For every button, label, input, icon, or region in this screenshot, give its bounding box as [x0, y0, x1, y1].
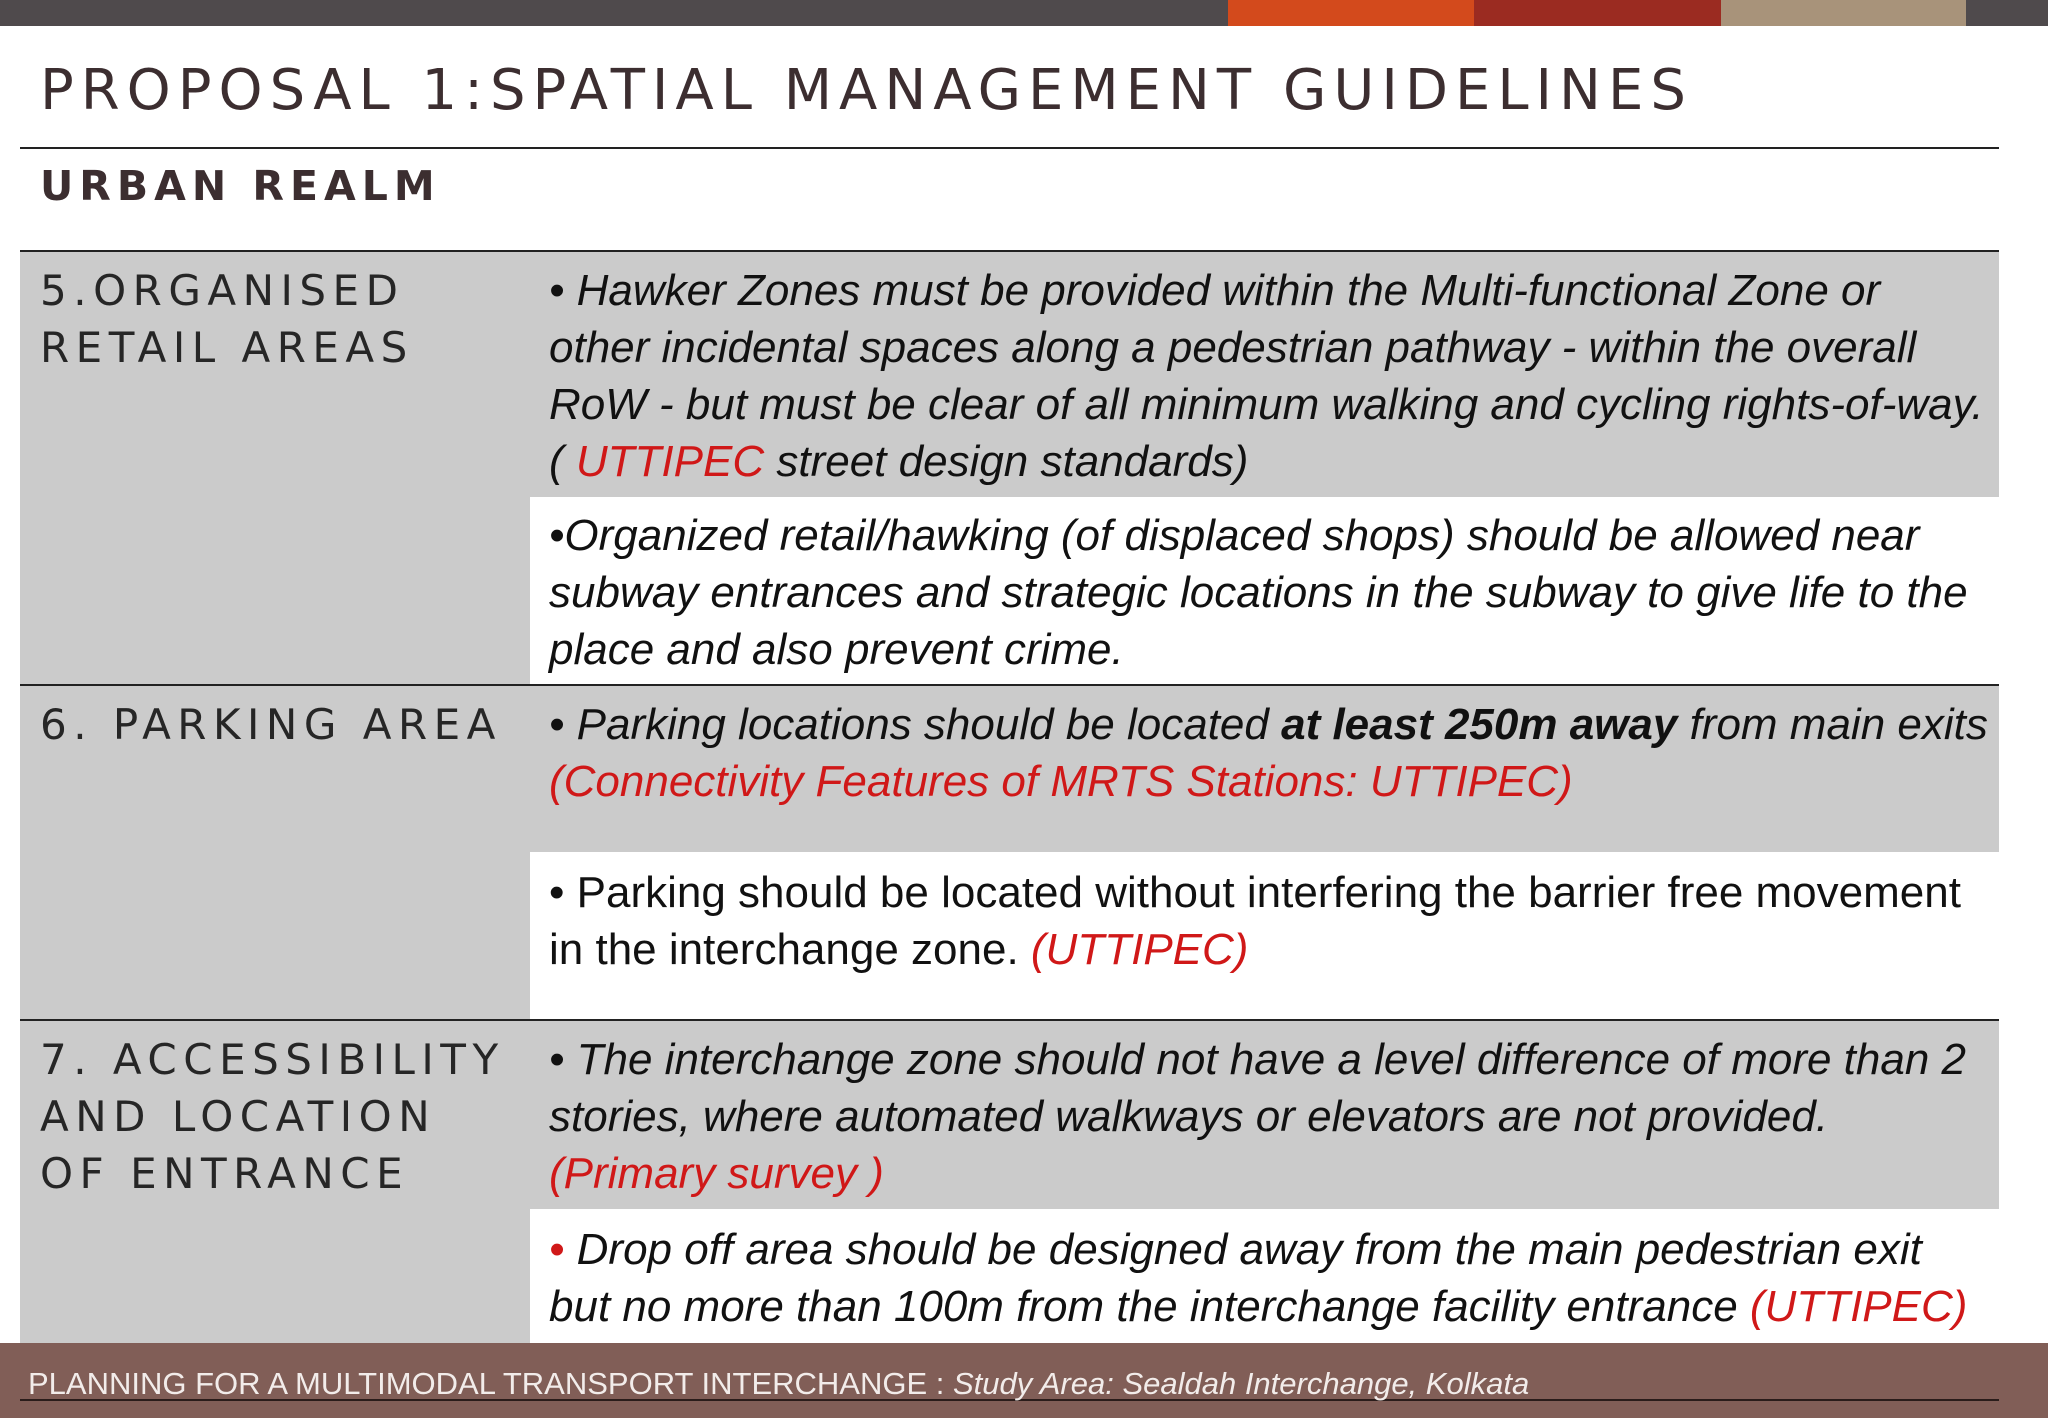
reference-text: (Primary survey )	[549, 1149, 884, 1198]
bullet: •	[549, 1225, 577, 1274]
footer-caption	[28, 1366, 1529, 1402]
reference-text: (UTTIPEC)	[1749, 1282, 1968, 1331]
emphasis-text: at least 250m away	[1281, 700, 1678, 749]
section-6-label: 6. PARKING AREA	[40, 700, 502, 749]
top-bar-segment-red	[1474, 0, 1721, 26]
footer-project-title: PLANNING FOR A MULTIMODAL TRANSPORT INTERCHANGE :	[28, 1366, 953, 1401]
bullet: •	[549, 868, 577, 917]
section-subtitle: URBAN REALM	[40, 162, 441, 210]
reference-text: UTTIPEC	[575, 437, 765, 486]
title-divider	[20, 147, 1999, 149]
bullet: •	[549, 511, 565, 560]
bullet: •	[549, 266, 577, 315]
item-text-after: street design standards)	[764, 437, 1249, 486]
item-text: Parking should be located without interfering the barrier free movement in the interchange zone.	[549, 868, 1961, 974]
section-6-item-1	[549, 696, 1989, 810]
item-text: Parking locations should be located	[576, 700, 1282, 749]
section-7-item-2	[549, 1221, 1989, 1335]
top-bar-segment-tan	[1721, 0, 1966, 26]
section-7-item-1	[549, 1031, 1989, 1202]
item-text-after: from main exits	[1677, 700, 1988, 749]
item-text: The interchange zone should not have a level difference of more than 2 stories, where automated walkways or elevators are not provided.	[549, 1035, 1966, 1141]
bullet: •	[549, 1035, 577, 1084]
top-bar-segment-orange	[1228, 0, 1474, 26]
top-bar-segment-dark-end	[1966, 0, 2048, 26]
item-text: Hawker Zones must be provided within the Multi-functional Zone or other incidental spaces along a pedestrian pathway - within the overall RoW - but must be clear of all minimum walking and cycling rights-of-way.(	[549, 266, 1984, 486]
section-5-label: 5.ORGANISED RETAIL AREAS	[40, 266, 414, 372]
reference-text: (UTTIPEC)	[1030, 925, 1249, 974]
section-7-label: 7. ACCESSIBILITY AND LOCATION OF ENTRANCE	[40, 1035, 505, 1198]
reference-text: (Connectivity Features of MRTS Stations: UTTIPEC)	[549, 757, 1573, 806]
section-5-item-1	[549, 262, 1989, 490]
item-text: Drop off area should be designed away from the main pedestrian exit but no more than 100m from the interchange facility entrance	[549, 1225, 1922, 1331]
footer-study-area: Study Area: Sealdah Interchange, Kolkata	[953, 1366, 1530, 1401]
bullet: •	[549, 700, 577, 749]
top-color-bar	[0, 0, 2048, 26]
page-title: PROPOSAL 1:SPATIAL MANAGEMENT GUIDELINES	[40, 58, 1693, 123]
item-text: Organized retail/hawking (of displaced shops) should be allowed near subway entrances and strategic locations in the subway to give life to the place and also prevent crime.	[549, 511, 1968, 674]
section-5-item-2	[549, 507, 1989, 678]
top-bar-segment-dark	[0, 0, 1228, 26]
section-6-item-2	[549, 864, 1989, 978]
